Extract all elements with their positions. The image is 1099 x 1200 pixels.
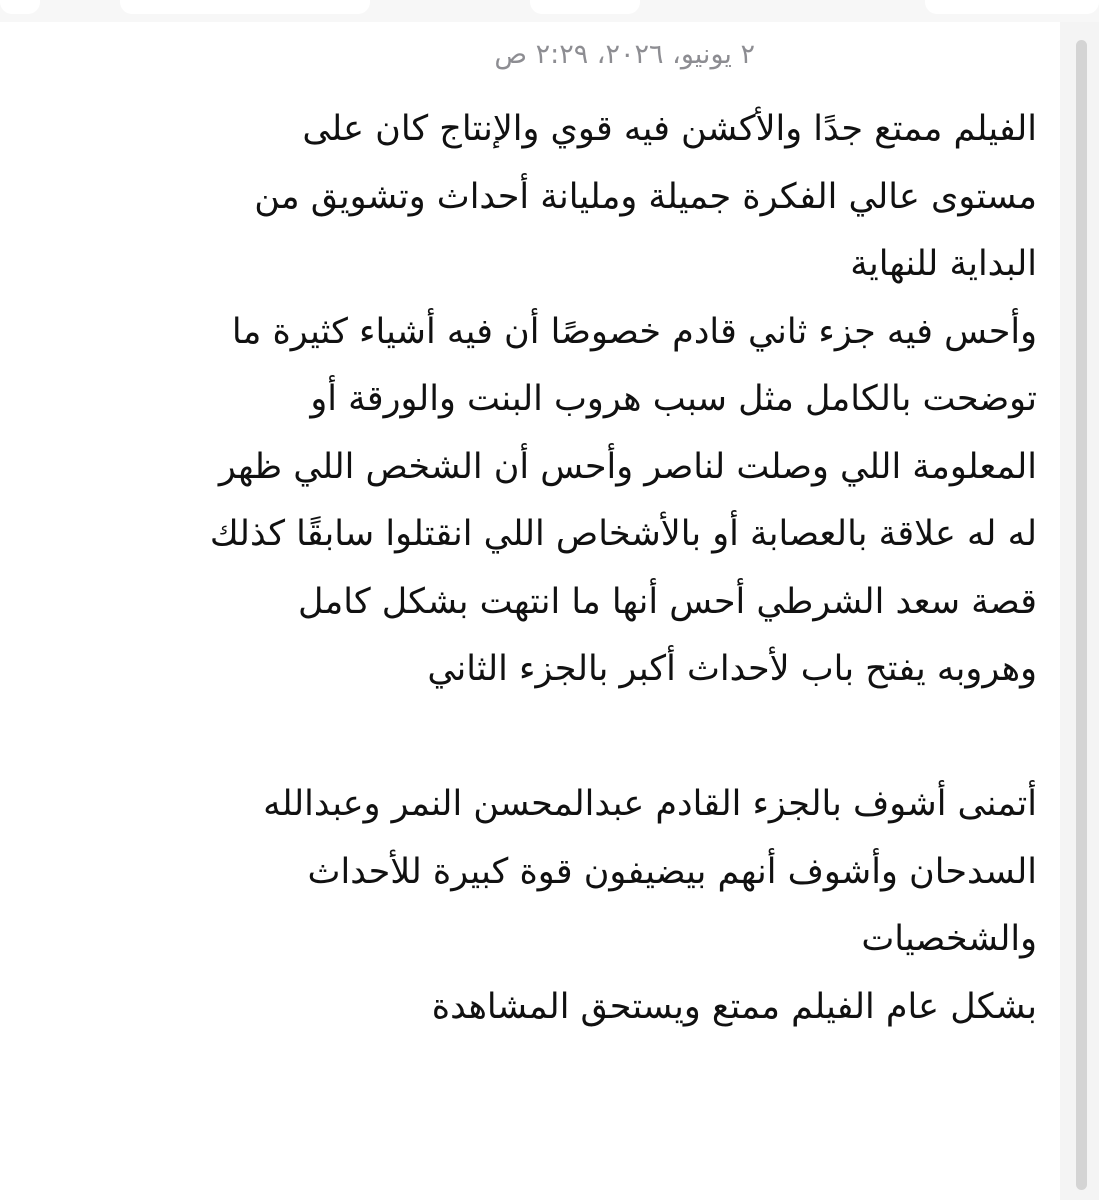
- message-line: المعلومة اللي وصلت لناصر وأحس أن الشخص اللي ظهر: [218, 446, 1037, 487]
- scrollbar-thumb[interactable]: [1076, 40, 1087, 1190]
- message-line: توضحت بالكامل مثل سبب هروب البنت والورقة أو: [310, 379, 1037, 419]
- message-timestamp: ٢ يونيو، ٢٠٢٦، ٢:٢٩ ص: [494, 39, 755, 70]
- message-body: [37, 96, 1037, 1041]
- paragraph-gap: [37, 704, 1037, 772]
- message-line: مستوى عالي الفكرة جميلة ومليانة أحداث وتشويق من: [254, 176, 1037, 217]
- message-line: وأحس فيه جزء ثاني قادم خصوصًا أن فيه أشياء كثيرة ما: [231, 311, 1037, 352]
- message-line: السدحان وأشوف أنهم بيضيفون قوة كبيرة للأحداث: [307, 851, 1037, 892]
- message-line: بشكل عام الفيلم ممتع ويستحق المشاهدة: [431, 986, 1037, 1027]
- message-line: له له علاقة بالعصابة أو بالأشخاص اللي انقتلوا سابقًا كذلك: [209, 514, 1037, 554]
- top-tab: [120, 0, 370, 14]
- message-line: الفيلم ممتع جدًا والأكشن فيه قوي والإنتاج كان على: [302, 109, 1037, 149]
- message-line: وهروبه يفتح باب لأحداث أكبر بالجزء الثاني: [427, 649, 1037, 689]
- top-tab: [925, 0, 1099, 14]
- message-line: أتمنى أشوف بالجزء القادم عبدالمحسن النمر وعبدالله: [263, 784, 1037, 824]
- top-tab: [0, 0, 40, 14]
- message-line: البداية للنهاية: [850, 244, 1037, 284]
- message-line: والشخصيات: [861, 919, 1037, 959]
- top-tab: [530, 0, 640, 14]
- message-line: قصة سعد الشرطي أحس أنها ما انتهت بشكل كامل: [298, 581, 1037, 622]
- top-bar: [0, 0, 1099, 22]
